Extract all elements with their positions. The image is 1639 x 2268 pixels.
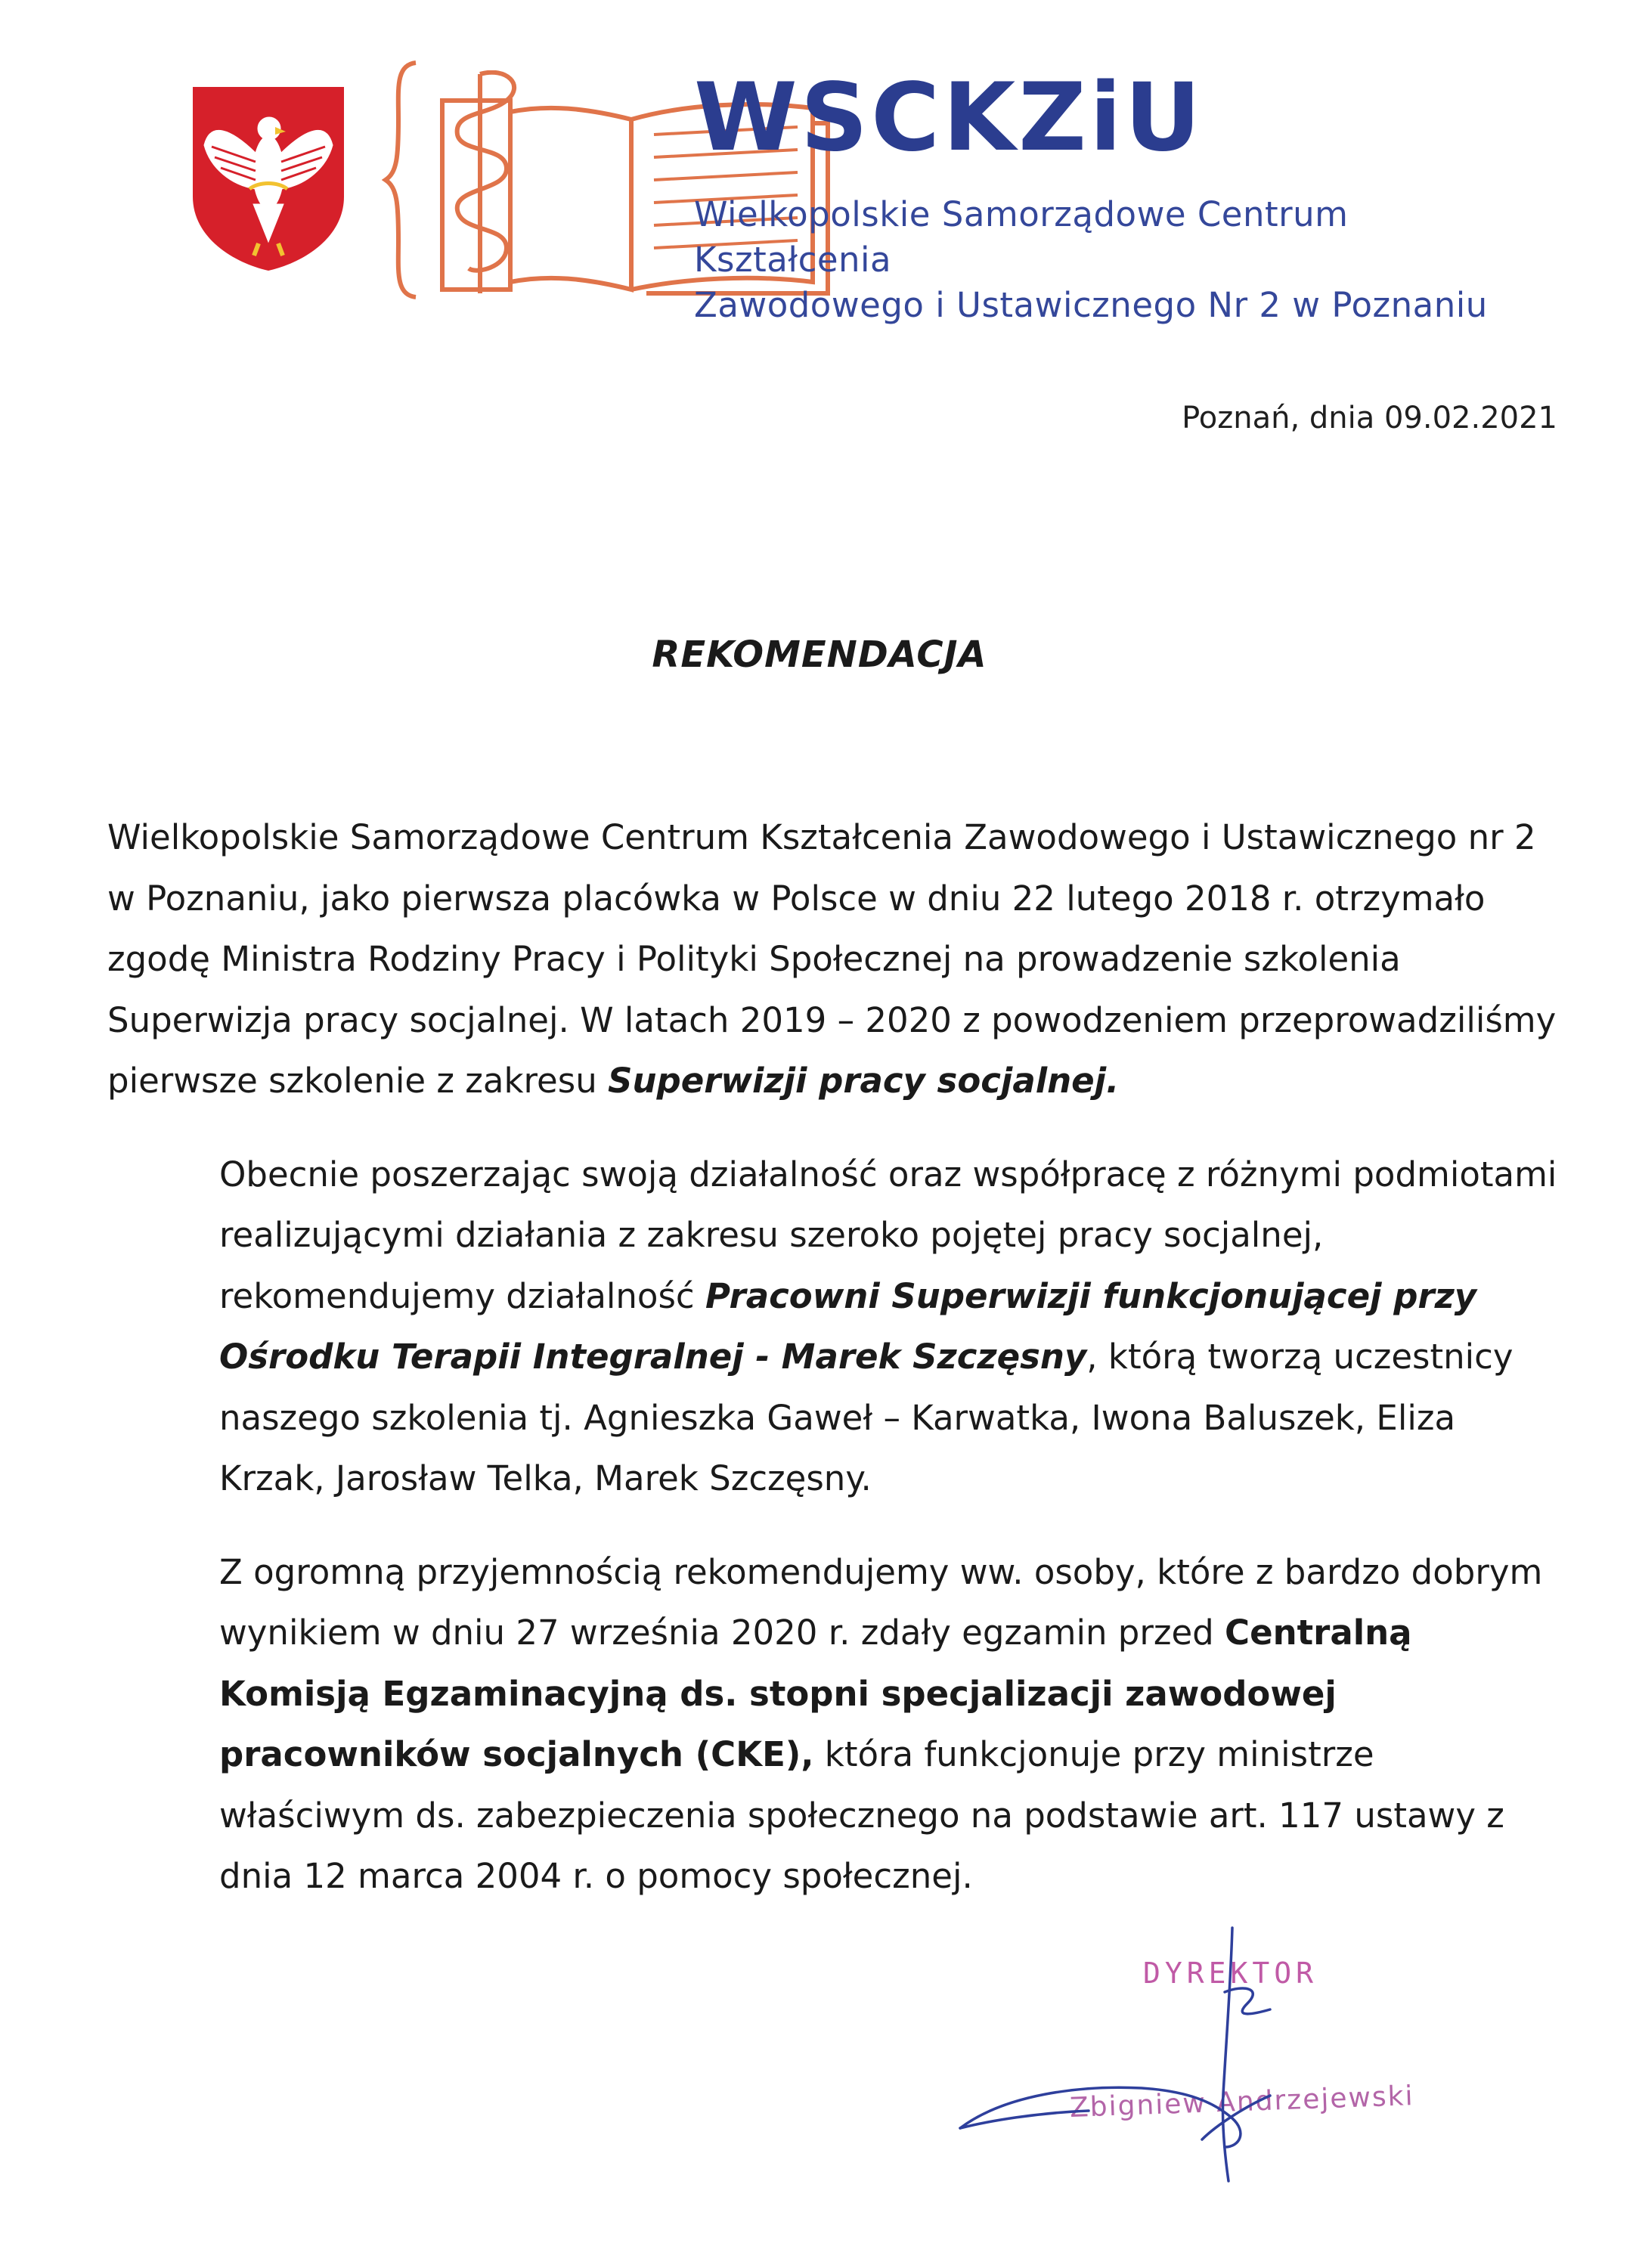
paragraph-1 bbox=[107, 807, 1566, 1112]
brand-subtitle-line2: Zawodowego i Ustawicznego Nr 2 w Poznaniu bbox=[694, 285, 1488, 325]
brand-logo-text: WSCKZiU bbox=[694, 64, 1204, 172]
coat-of-arms-icon bbox=[189, 83, 348, 272]
paragraph-2-part1: Obecnie poszerzając swoją działalność oraz współpracę z różnymi podmiotami realizującymi działania z zakresu szeroko pojętej pracy socjalnej, rekomendujemy działalność bbox=[219, 1154, 1557, 1316]
paragraph-2-part2: , którą tworzą uczestnicy naszego szkolenia tj. Agnieszka Gaweł – Karwatka, Iwona Baluszek, Eliza Krzak, Jarosław Telka, Marek Szczęsny. bbox=[219, 1337, 1514, 1498]
brand-subtitle-line1: Wielkopolskie Samorządowe Centrum Kształcenia bbox=[694, 194, 1349, 280]
letter-body bbox=[107, 807, 1566, 1907]
paragraph-2-emphasis: Pracowni Superwizji funkcjonującej przy Ośrodku Terapii Integralnej - Marek Szczęsny bbox=[219, 1275, 1477, 1377]
paragraph-3-part1: Z ogromną przyjemnością rekomendujemy ww. osoby, które z bardzo dobrym wynikiem w dniu 27 września 2020 r. zdały egzamin przed bbox=[219, 1551, 1543, 1653]
paragraph-2 bbox=[107, 1145, 1566, 1510]
brace-icon bbox=[382, 59, 427, 301]
stamp-title: DYREKTOR bbox=[1143, 1957, 1318, 1990]
brand-subtitle bbox=[694, 192, 1550, 328]
document-title: REKOMENDACJA bbox=[652, 634, 987, 676]
paragraph-1-text: Wielkopolskie Samorządowe Centrum Kształcenia Zawodowego i Ustawicznego nr 2 w Poznaniu, jako pierwsza placówka w Polsce w dniu 22 lutego 2018 r. otrzymało zgodę Ministra Rodziny Pracy i Polityki Społecznej na prowadzenie szkolenia Superwizja pracy socjalnej. W latach 2019 – 2020 z powodzeniem przeprowadziliśmy pierwsze szkolenie z zakresu bbox=[107, 817, 1557, 1101]
letterhead bbox=[189, 59, 1550, 325]
stamp-name: Zbigniew Andrzejewski bbox=[1069, 2081, 1415, 2124]
paragraph-1-emphasis: Superwizji pracy socjalnej. bbox=[608, 1061, 1120, 1101]
stamp-and-signature bbox=[945, 1920, 1474, 2192]
letter-date: Poznań, dnia 09.02.2021 bbox=[1182, 401, 1557, 435]
brand-block bbox=[694, 64, 1550, 328]
paragraph-3 bbox=[107, 1542, 1566, 1907]
handwritten-signature-icon bbox=[945, 1920, 1474, 2192]
paragraph-3-part2: która funkcjonuje przy ministrze właściwym ds. zabezpieczenia społecznego na podstawie art. 117 ustawy z dnia 12 marca 2004 r. o pomocy społecznej. bbox=[219, 1734, 1504, 1896]
paragraph-3-emphasis: Centralną Komisją Egzaminacyjną ds. stopni specjalizacji zawodowej pracowników socjalnych (CKE), bbox=[219, 1613, 1412, 1774]
